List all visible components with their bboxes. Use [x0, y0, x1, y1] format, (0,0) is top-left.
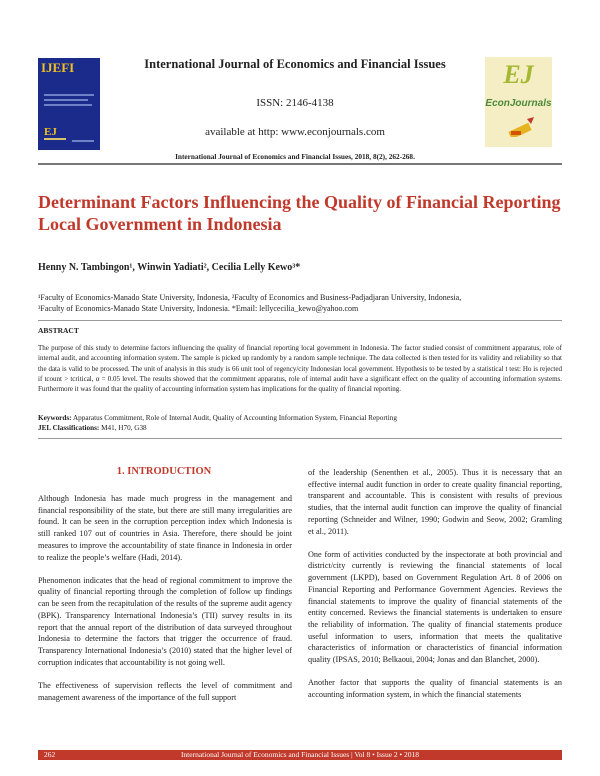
journal-cover-image — [38, 58, 100, 150]
jel-value: M41, H70, G38 — [99, 424, 147, 432]
section-heading: 1. INTRODUCTION — [116, 466, 212, 477]
cover-line — [44, 104, 92, 106]
keywords-label: Keywords: — [38, 414, 72, 422]
abstract-divider — [38, 320, 562, 321]
issn: ISSN: 2146-4138 — [256, 97, 334, 109]
page-number: 262 — [44, 750, 56, 759]
cover-line — [44, 138, 66, 140]
paragraph: Although Indonesia has made much progress in the management and financial responsibility of the state, but there are still many irregularities are found. It can be seen in the corruption perception index which Indonesia is still ranked 107 out of countries in Asia. Therefore, there should be joint measures to improve the accountability of state finance in Indonesia in order to realize the people’s welfare (Hadi, 2014). — [38, 494, 292, 562]
right-column — [308, 467, 562, 712]
paragraph: Another factor that supports the quality of financial statements is an accounting information system, in which the financial statements — [308, 678, 562, 699]
header-divider — [38, 163, 562, 165]
availability-link[interactable]: available at http: www.econjournals.com — [205, 126, 385, 138]
cover-line — [44, 94, 94, 96]
paragraph: Phenomenon indicates that the head of regional commitment to improve the quality of financial reporting through the completion of follow up findings can be seen from the recapitulation of the results of the supreme audit agency (BPK). Transparency International Indonesia’s (TII) survey results in its report that the annual report of the distribution of data surveyed throughout Indonesia to determine the factors that trigger the occurrence of fraud. Transparency International Indonesia’s (2010) stated that the higher level of corruption indicates that accountability is not going well. — [38, 575, 292, 667]
affiliations — [38, 292, 562, 314]
paragraph: One form of activities conducted by the inspectorate at both provincial and district/city currently is reviewing the financial statements of local government (LKPD), based on Government Regulation Art. 8 of 2006 on Financial Reporting and Performance Government Agencies. Reviews the financial statements to improve the quality of financial statements of the entity concerned. Reviews the financial statements is undertaken to ensure the reliability of information. The quality of financial statements produce useful information to users, information that meets the qualitative characteristics of information or characteristics of financial information quality (IPSAS, 2010; Belkaoui, 2004; Jonas and dan Blanchet, 2000). — [308, 549, 562, 665]
paragraph: The effectiveness of supervision reflects the level of commitment and management awareness of the importance of the full support — [38, 680, 292, 702]
logo-mark: EJ — [503, 60, 534, 89]
cover-line — [72, 140, 94, 142]
cover-title: IJEFI — [41, 60, 75, 75]
abstract-heading: ABSTRACT — [38, 326, 79, 335]
pencil-icon — [507, 115, 535, 137]
keywords-value: Apparatus Commitment, Role of Internal Audit, Quality of Accounting Information System, Financial Reporting — [71, 414, 397, 422]
keywords-divider — [38, 438, 562, 439]
abstract-text: The purpose of this study to determine factors influencing the quality of financial reporting local government in Indonesia. The factor studied consist of commitment apparatus, role of internal audit, and accounting information system. The sample is picked up randomly by a random sample technique. The data collected is then tested for its validity and reliability so that the data is valid to be processed. The unit of analysis in this study is 66 unit tool of regency/city Indonesian local government. Hypothesis to be tested by a statistical t test: Ho is rejected if tcount > tcritical, α = 0.05 level. The results showed that the commitment apparatus, role of internal audit have a significant effect on the quality of accounting information systems. Furthermore it was found that the quality of accounting information system has implications for the quality of financial reporting. — [38, 344, 562, 394]
jel-label: JEL Classifications: — [38, 424, 100, 432]
econjournals-logo — [485, 57, 552, 147]
footer-text: International Journal of Economics and Financial Issues | Vol 8 • Issue 2 • 2018 — [180, 750, 420, 759]
jel-classifications — [38, 424, 562, 432]
page-footer — [38, 750, 562, 760]
cover-ej-mark: EJ — [44, 126, 57, 138]
affiliation-line: ¹Faculty of Economics-Manado State University, Indonesia, ²Faculty of Economics and Business-Padjadjaran University, Indonesia, — [38, 293, 462, 302]
authors: Henny N. Tambingon¹, Winwin Yadiati², Cecilia Lelly Kewo³* — [38, 262, 301, 273]
affiliation-line: ³Faculty of Economics-Manado State University, Indonesia. *Email: lellycecilia_kewo@yahoo.com — [38, 304, 359, 313]
paragraph: of the leadership (Senenthen et al., 2005). Thus it is necessary that an effective internal audit function in order to create quality financial reporting, transparent and accountable. This is consistent with results of previous studies, that the internal audit function can improve the quality of financial reporting (Schneider and Wilner, 1990; Godwin and Seow, 2002; Gramling et al., 2011). — [308, 468, 562, 536]
left-column — [38, 493, 292, 715]
logo-text: EconJournals — [485, 98, 552, 109]
keywords — [38, 414, 562, 422]
journal-title: International Journal of Economics and Financial Issues — [144, 57, 446, 71]
citation: International Journal of Economics and Financial Issues, 2018, 8(2), 262-268. — [175, 152, 415, 161]
paper-title: Determinant Factors Influencing the Quality of Financial Reporting Local Government in Indonesia — [38, 192, 561, 234]
cover-line — [44, 99, 88, 101]
